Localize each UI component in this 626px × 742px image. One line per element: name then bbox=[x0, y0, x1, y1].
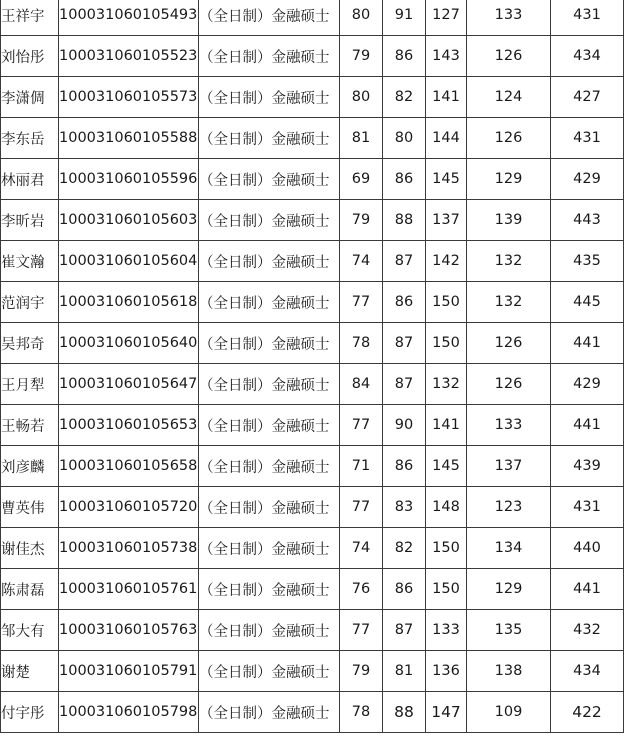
score-3-cell: 145 bbox=[426, 159, 467, 200]
score-2-cell: 82 bbox=[383, 77, 426, 118]
score-4-cell: 135 bbox=[467, 610, 551, 651]
score-1-cell: 77 bbox=[340, 487, 383, 528]
score-4-cell: 139 bbox=[467, 200, 551, 241]
score-2-cell: 81 bbox=[383, 651, 426, 692]
candidate-id-cell: 100031060105618 bbox=[59, 282, 199, 323]
candidate-name-cell: 刘彦麟 bbox=[1, 446, 59, 487]
score-2-cell: 88 bbox=[383, 692, 426, 733]
total-score-cell: 441 bbox=[551, 569, 624, 610]
score-3-cell: 150 bbox=[426, 282, 467, 323]
table-row bbox=[1, 36, 624, 77]
table-row bbox=[1, 159, 624, 200]
candidate-name-cell: 王祥宇 bbox=[1, 0, 59, 36]
program-cell: （全日制）金融硕士 bbox=[199, 241, 340, 282]
program-cell: （全日制）金融硕士 bbox=[199, 405, 340, 446]
table-row bbox=[1, 241, 624, 282]
program-cell: （全日制）金融硕士 bbox=[199, 569, 340, 610]
total-score-cell: 427 bbox=[551, 77, 624, 118]
score-3-cell: 147 bbox=[426, 692, 467, 733]
score-4-cell: 133 bbox=[467, 0, 551, 36]
candidate-name-cell: 王月犁 bbox=[1, 364, 59, 405]
candidate-name-cell: 曹英伟 bbox=[1, 487, 59, 528]
candidate-name-cell: 王畅若 bbox=[1, 405, 59, 446]
candidate-id-cell: 100031060105603 bbox=[59, 200, 199, 241]
table-row bbox=[1, 446, 624, 487]
candidate-id-cell: 100031060105573 bbox=[59, 77, 199, 118]
score-1-cell: 84 bbox=[340, 364, 383, 405]
candidate-id-cell: 100031060105798 bbox=[59, 692, 199, 733]
score-4-cell: 132 bbox=[467, 241, 551, 282]
candidate-name-cell: 付宇彤 bbox=[1, 692, 59, 733]
total-score-cell: 431 bbox=[551, 487, 624, 528]
score-3-cell: 150 bbox=[426, 569, 467, 610]
score-2-cell: 88 bbox=[383, 200, 426, 241]
total-score-cell: 445 bbox=[551, 282, 624, 323]
score-4-cell: 126 bbox=[467, 364, 551, 405]
candidate-name-cell: 陈肃磊 bbox=[1, 569, 59, 610]
table-row bbox=[1, 200, 624, 241]
candidate-name-cell: 吴邦奇 bbox=[1, 323, 59, 364]
table-row bbox=[1, 692, 624, 733]
score-4-cell: 134 bbox=[467, 528, 551, 569]
program-cell: （全日制）金融硕士 bbox=[199, 692, 340, 733]
total-score-cell: 439 bbox=[551, 446, 624, 487]
score-4-cell: 126 bbox=[467, 323, 551, 364]
score-3-cell: 142 bbox=[426, 241, 467, 282]
total-score-cell: 435 bbox=[551, 241, 624, 282]
score-3-cell: 127 bbox=[426, 0, 467, 36]
score-1-cell: 78 bbox=[340, 692, 383, 733]
total-score-cell: 441 bbox=[551, 405, 624, 446]
score-3-cell: 132 bbox=[426, 364, 467, 405]
score-1-cell: 81 bbox=[340, 118, 383, 159]
candidate-name-cell: 刘怡彤 bbox=[1, 36, 59, 77]
score-3-cell: 143 bbox=[426, 36, 467, 77]
program-cell: （全日制）金融硕士 bbox=[199, 159, 340, 200]
candidate-name-cell: 谢佳杰 bbox=[1, 528, 59, 569]
program-cell: （全日制）金融硕士 bbox=[199, 200, 340, 241]
score-3-cell: 145 bbox=[426, 446, 467, 487]
score-3-cell: 148 bbox=[426, 487, 467, 528]
score-2-cell: 87 bbox=[383, 241, 426, 282]
program-cell: （全日制）金融硕士 bbox=[199, 364, 340, 405]
score-1-cell: 76 bbox=[340, 569, 383, 610]
score-3-cell: 150 bbox=[426, 528, 467, 569]
candidate-id-cell: 100031060105658 bbox=[59, 446, 199, 487]
total-score-cell: 440 bbox=[551, 528, 624, 569]
candidate-id-cell: 100031060105791 bbox=[59, 651, 199, 692]
score-4-cell: 129 bbox=[467, 159, 551, 200]
score-2-cell: 80 bbox=[383, 118, 426, 159]
score-2-cell: 87 bbox=[383, 364, 426, 405]
score-2-cell: 86 bbox=[383, 446, 426, 487]
score-4-cell: 129 bbox=[467, 569, 551, 610]
score-1-cell: 74 bbox=[340, 241, 383, 282]
total-score-cell: 443 bbox=[551, 200, 624, 241]
candidate-id-cell: 100031060105640 bbox=[59, 323, 199, 364]
score-4-cell: 109 bbox=[467, 692, 551, 733]
score-4-cell: 123 bbox=[467, 487, 551, 528]
table-row bbox=[1, 323, 624, 364]
candidate-name-cell: 谢楚 bbox=[1, 651, 59, 692]
score-1-cell: 69 bbox=[340, 159, 383, 200]
table-row bbox=[1, 118, 624, 159]
program-cell: （全日制）金融硕士 bbox=[199, 446, 340, 487]
table-row bbox=[1, 528, 624, 569]
table-row bbox=[1, 364, 624, 405]
score-1-cell: 79 bbox=[340, 36, 383, 77]
total-score-cell: 441 bbox=[551, 323, 624, 364]
program-cell: （全日制）金融硕士 bbox=[199, 77, 340, 118]
score-4-cell: 124 bbox=[467, 77, 551, 118]
table-row bbox=[1, 77, 624, 118]
total-score-cell: 431 bbox=[551, 0, 624, 36]
score-2-cell: 82 bbox=[383, 528, 426, 569]
score-1-cell: 79 bbox=[340, 651, 383, 692]
score-2-cell: 87 bbox=[383, 610, 426, 651]
score-3-cell: 141 bbox=[426, 77, 467, 118]
table-row bbox=[1, 487, 624, 528]
score-2-cell: 86 bbox=[383, 159, 426, 200]
candidate-id-cell: 100031060105523 bbox=[59, 36, 199, 77]
program-cell: （全日制）金融硕士 bbox=[199, 487, 340, 528]
score-2-cell: 87 bbox=[383, 323, 426, 364]
candidate-id-cell: 100031060105738 bbox=[59, 528, 199, 569]
table-row bbox=[1, 282, 624, 323]
total-score-cell: 429 bbox=[551, 364, 624, 405]
score-1-cell: 78 bbox=[340, 323, 383, 364]
score-1-cell: 80 bbox=[340, 77, 383, 118]
program-cell: （全日制）金融硕士 bbox=[199, 651, 340, 692]
table-row bbox=[1, 610, 624, 651]
score-1-cell: 80 bbox=[340, 0, 383, 36]
score-4-cell: 133 bbox=[467, 405, 551, 446]
score-4-cell: 137 bbox=[467, 446, 551, 487]
program-cell: （全日制）金融硕士 bbox=[199, 0, 340, 36]
table-row bbox=[1, 651, 624, 692]
score-2-cell: 86 bbox=[383, 569, 426, 610]
score-3-cell: 136 bbox=[426, 651, 467, 692]
program-cell: （全日制）金融硕士 bbox=[199, 282, 340, 323]
program-cell: （全日制）金融硕士 bbox=[199, 323, 340, 364]
candidate-name-cell: 范润宇 bbox=[1, 282, 59, 323]
score-1-cell: 71 bbox=[340, 446, 383, 487]
candidate-id-cell: 100031060105653 bbox=[59, 405, 199, 446]
score-1-cell: 74 bbox=[340, 528, 383, 569]
total-score-cell: 434 bbox=[551, 651, 624, 692]
candidate-id-cell: 100031060105588 bbox=[59, 118, 199, 159]
program-cell: （全日制）金融硕士 bbox=[199, 528, 340, 569]
score-2-cell: 90 bbox=[383, 405, 426, 446]
score-1-cell: 79 bbox=[340, 200, 383, 241]
score-2-cell: 91 bbox=[383, 0, 426, 36]
total-score-cell: 422 bbox=[551, 692, 624, 733]
program-cell: （全日制）金融硕士 bbox=[199, 36, 340, 77]
score-4-cell: 132 bbox=[467, 282, 551, 323]
score-4-cell: 126 bbox=[467, 36, 551, 77]
table-row bbox=[1, 569, 624, 610]
score-3-cell: 150 bbox=[426, 323, 467, 364]
score-1-cell: 77 bbox=[340, 405, 383, 446]
total-score-cell: 434 bbox=[551, 36, 624, 77]
table-row bbox=[1, 0, 624, 36]
candidate-id-cell: 100031060105763 bbox=[59, 610, 199, 651]
score-3-cell: 141 bbox=[426, 405, 467, 446]
score-4-cell: 126 bbox=[467, 118, 551, 159]
score-2-cell: 83 bbox=[383, 487, 426, 528]
candidate-id-cell: 100031060105493 bbox=[59, 0, 199, 36]
candidate-name-cell: 邹大有 bbox=[1, 610, 59, 651]
score-3-cell: 144 bbox=[426, 118, 467, 159]
candidate-id-cell: 100031060105761 bbox=[59, 569, 199, 610]
program-cell: （全日制）金融硕士 bbox=[199, 118, 340, 159]
score-1-cell: 77 bbox=[340, 282, 383, 323]
total-score-cell: 429 bbox=[551, 159, 624, 200]
total-score-cell: 432 bbox=[551, 610, 624, 651]
score-2-cell: 86 bbox=[383, 36, 426, 77]
candidate-id-cell: 100031060105647 bbox=[59, 364, 199, 405]
score-3-cell: 133 bbox=[426, 610, 467, 651]
candidate-name-cell: 林丽君 bbox=[1, 159, 59, 200]
candidate-name-cell: 崔文瀚 bbox=[1, 241, 59, 282]
score-2-cell: 86 bbox=[383, 282, 426, 323]
candidate-name-cell: 李潇倜 bbox=[1, 77, 59, 118]
candidate-name-cell: 李东岳 bbox=[1, 118, 59, 159]
candidate-id-cell: 100031060105720 bbox=[59, 487, 199, 528]
total-score-cell: 431 bbox=[551, 118, 624, 159]
candidate-id-cell: 100031060105604 bbox=[59, 241, 199, 282]
score-3-cell: 137 bbox=[426, 200, 467, 241]
score-4-cell: 138 bbox=[467, 651, 551, 692]
candidate-name-cell: 李昕岩 bbox=[1, 200, 59, 241]
candidate-id-cell: 100031060105596 bbox=[59, 159, 199, 200]
table-row bbox=[1, 405, 624, 446]
table-body bbox=[1, 0, 624, 733]
program-cell: （全日制）金融硕士 bbox=[199, 610, 340, 651]
score-1-cell: 77 bbox=[340, 610, 383, 651]
